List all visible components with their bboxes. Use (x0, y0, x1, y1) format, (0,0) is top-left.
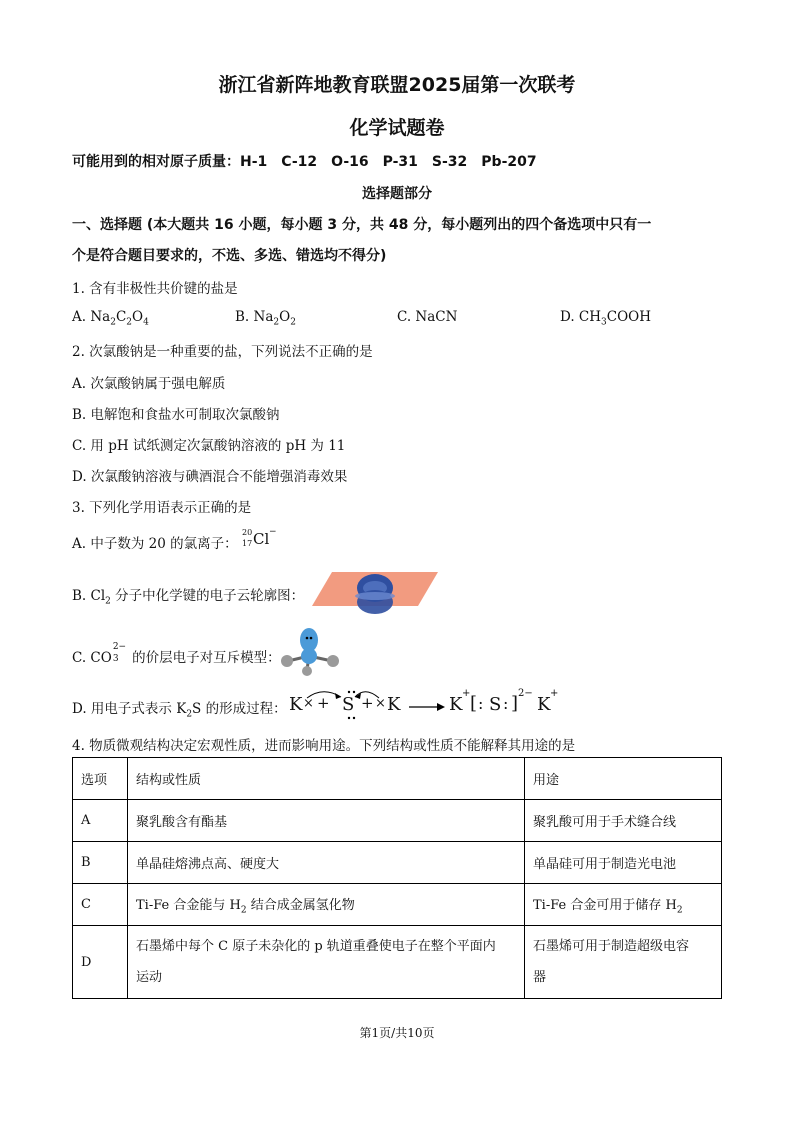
page-title: 浙江省新阵地教育联盟2025届第一次联考 (218, 74, 576, 96)
table-row (73, 926, 722, 999)
outer-atom (302, 666, 312, 676)
instructions-line-2: 个是符合题目要求的，不选、多选、错选均不得分) (72, 248, 387, 264)
page-footer: 第1页/共10页 (359, 1026, 435, 1040)
question-1-option-b: B. $Na_2O_2$ (235, 309, 296, 328)
electron-transfer-arrows (289, 688, 449, 724)
question-2-option-c: C. 用 pH 试纸测定次氯酸钠溶液的 pH 为 11 (72, 438, 346, 454)
row-structure: 单晶硅熔沸点高、硬度大 (128, 842, 525, 884)
row-option: C (73, 884, 128, 926)
co3-vsepr-model (276, 626, 346, 676)
question-2-option-b: B. 电解饱和食盐水可制取次氯酸钠 (72, 407, 280, 423)
central-atom (301, 648, 317, 664)
question-3-option-c: C. CO 2− 3 的价层电子对互斥模型： (72, 642, 281, 666)
row-structure: Ti-Fe 合金能与 $H_2$ 结合成金属氢化物 (128, 884, 525, 926)
atomic-masses: 可能用到的相对原子质量：H-1 C-12 O-16 P-31 S-32 Pb-207 (72, 154, 537, 170)
outer-atom (327, 655, 339, 667)
question-2-stem: 2. 次氯酸钠是一种重要的盐，下列说法不正确的是 (72, 344, 373, 360)
question-1-stem: 1. 含有非极性共价键的盐是 (72, 281, 238, 297)
chloride-isotope-notation: 20 17 Cl − (242, 527, 277, 548)
header-structure: 结构或性质 (128, 758, 525, 800)
row-use: 单晶硅可用于制造光电池 (525, 842, 722, 884)
table-row (73, 800, 722, 842)
page-subtitle: 化学试题卷 (349, 117, 445, 139)
section-heading: 选择题部分 (362, 186, 432, 202)
question-3-option-b: B. $Cl_2$ 分子中化学键的电子云轮廓图： (72, 588, 305, 607)
orbital-waist (355, 592, 395, 600)
row-option: A (73, 800, 128, 842)
row-structure: 石墨烯中每个 C 原子未杂化的 p 轨道重叠使电子在整个平面内 运动 (128, 926, 525, 999)
question-3-option-d: D. 用电子式表示 $K_2S$ 的形成过程： (72, 701, 287, 720)
question-3-option-a: A. 中子数为 20 的氯离子： (72, 536, 238, 552)
question-1-option-c: C. NaCN (397, 309, 458, 325)
table-row (73, 842, 722, 884)
row-option: B (73, 842, 128, 884)
row-structure: 聚乳酸含有酯基 (128, 800, 525, 842)
instructions-line-1: 一、选择题 (本大题共 16 小题，每小题 3 分，共 48 分，每小题列出的四个备选项中只有一 (72, 217, 652, 233)
row-option: D (73, 926, 128, 999)
question-3-stem: 3. 下列化学用语表示正确的是 (72, 500, 252, 516)
row-use: Ti-Fe 合金可用于储存 $H_2$ (525, 884, 722, 926)
question-4-stem: 4. 物质微观结构决定宏观性质，进而影响用途。下列结构或性质不能解释其用途的是 (72, 738, 576, 754)
question-1-option-d: D. $CH_3COOH$ (560, 309, 652, 328)
question-4-table (72, 757, 722, 999)
row-use: 聚乳酸可用于手术缝合线 (525, 800, 722, 842)
question-2-option-d: D. 次氯酸钠溶液与碘酒混合不能增强消毒效果 (72, 469, 348, 485)
row-use: 石墨烯可用于制造超级电容 器 (525, 926, 722, 999)
question-2-option-a: A. 次氯酸钠属于强电解质 (72, 376, 226, 392)
question-1-option-a: A. $Na_2C_2O_4$ (72, 309, 149, 328)
header-use: 用途 (525, 758, 722, 800)
k2s-formation-equation: K × + S + × K K + [ : S : ] 2− K + (289, 688, 579, 724)
header-option: 选项 (73, 758, 128, 800)
cl2-electron-cloud-diagram (310, 568, 440, 618)
outer-atom (281, 655, 293, 667)
table-row (73, 884, 722, 926)
table-header-row (73, 758, 722, 800)
